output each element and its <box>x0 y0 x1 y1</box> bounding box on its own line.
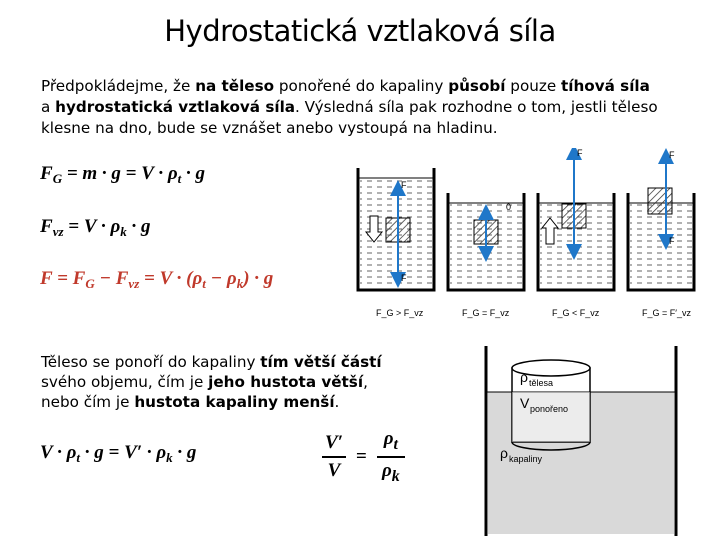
intro-text: a <box>41 98 56 116</box>
v-ponoreno: V <box>520 395 530 411</box>
vessel-surface <box>628 150 694 290</box>
label-fg: F <box>401 273 407 283</box>
frac-num-right: $\rho_t$ <box>383 428 398 453</box>
formula-tihova-sila: $F_G = m \cdot g = V \cdot \rho_t \cdot g$ <box>40 163 206 186</box>
formula-equilibrium: $V \cdot \rho_t \cdot g = V' \cdot \rho_k \cdot g$ <box>40 442 197 465</box>
vessels-diagram <box>356 148 696 328</box>
para2-text: , nebo čím je <box>41 373 368 411</box>
formula-vztlakova-sila: $F_{vz} = V \cdot \rho_k \cdot g$ <box>40 216 151 239</box>
intro-text: . Výsledná síla pak rozhodne o tom, jestli těleso klesne na dno, bude se vznášet anebo vystoupá na hladinu. <box>41 98 658 137</box>
vessel-sinking <box>358 168 434 290</box>
para2-bold: tím větší částí <box>260 353 382 371</box>
para2-text: . <box>334 393 340 411</box>
label-fvz: F <box>577 148 583 158</box>
para2-bold: hustota kapaliny menší <box>134 393 335 411</box>
formula-vysledna-sila: $F = F_G - F_{vz} = V \cdot (\rho_t - \rho_k) \cdot g$ <box>40 268 274 291</box>
label-fvz: F <box>401 180 407 190</box>
intro-paragraph <box>41 76 661 139</box>
label-zero: 0 <box>506 202 512 212</box>
rho-telesa: ρ <box>520 369 528 385</box>
caption-2: F_G = F_vz <box>462 308 510 318</box>
v-ponoreno-sub: ponořeno <box>530 404 569 414</box>
cylinder-diagram <box>482 346 682 536</box>
intro-bold: na těleso <box>195 77 275 95</box>
caption-4: F_G = F′_vz <box>642 308 691 318</box>
para2-text: svého objemu, čím je <box>41 373 209 391</box>
para2-bold: jeho hustota větší <box>208 373 364 391</box>
intro-text: ponořené do kapaliny <box>274 77 449 95</box>
intro-bold: tíhová síla <box>561 77 650 95</box>
intro-bold: hydrostatická vztlaková síla <box>55 98 296 116</box>
para2-text: Těleso se ponoří do kapaliny <box>41 353 261 371</box>
formula-ratio: V′ V = $\rho_t$ $\rho_k$ <box>322 428 405 486</box>
frac-num-left: V′ <box>324 431 344 453</box>
intro-text: pouze <box>505 77 562 95</box>
intro-bold: působí <box>448 77 506 95</box>
caption-3: F_G < F_vz <box>552 308 600 318</box>
frac-den-left: V <box>327 459 341 481</box>
rho-kapaliny-sub: kapaliny <box>509 454 543 464</box>
vessel-floating-balanced <box>448 193 524 290</box>
page-title: Hydrostatická vztlaková síla <box>164 14 556 48</box>
rho-telesa-sub: tělesa <box>529 378 554 388</box>
label-fg: F <box>669 236 675 246</box>
frac-den-right: $\rho_k$ <box>381 459 400 485</box>
vessel-rising <box>538 148 614 290</box>
intro-text: Předpokládejme, že <box>41 77 196 95</box>
caption-1: F_G > F_vz <box>376 308 424 318</box>
label-fvz: F <box>669 150 675 160</box>
rho-kapaliny: ρ <box>500 445 508 461</box>
density-paragraph <box>41 352 401 412</box>
